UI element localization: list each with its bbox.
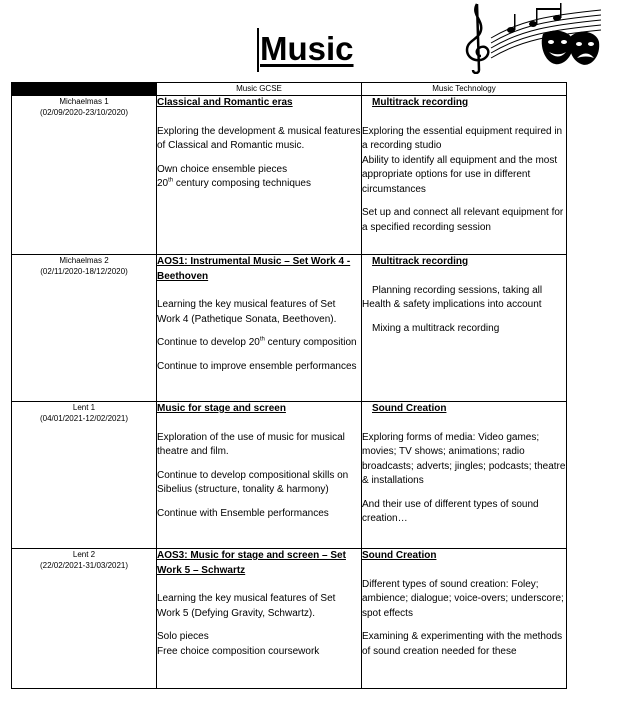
gcse-text: [157, 630, 361, 659]
tech-cell: [362, 402, 567, 549]
term-dates: (02/09/2020-23/10/2020): [39, 108, 129, 117]
gcse-text: Continue to improve ensemble performances: [157, 360, 357, 372]
music-theatre-masks-icon: [461, 0, 606, 74]
tech-text: Exploring forms of media: Video games; movies; TV shows; animations; radio broadcasts; adverts; jingles; podcasts; theatre & installations: [362, 431, 566, 486]
page-title: Music: [260, 30, 354, 67]
tech-text: Different types of sound creation: Foley; ambience; dialogue; voice-overs; underscore; spot effects: [362, 578, 564, 619]
table-corner-header: [12, 83, 157, 96]
table-row: [12, 96, 567, 255]
tech-cell: [362, 549, 567, 689]
gcse-cell: [157, 402, 362, 549]
gcse-text: Continue to develop compositional skills on Sibelius (structure, tonality & harmony): [157, 469, 349, 495]
gcse-text-line: century composing techniques: [173, 178, 311, 189]
gcse-text: Learning the key musical features of Set Work 4 (Pathetique Sonata, Beethoven).: [157, 299, 337, 325]
term-cell: [12, 402, 157, 549]
tech-text: And their use of different types of sound creation…: [362, 498, 539, 524]
gcse-text-line: Free choice composition coursework: [157, 645, 320, 657]
gcse-cell: [157, 96, 362, 255]
gcse-text: [157, 336, 361, 351]
curriculum-table: [11, 82, 567, 689]
gcse-text-line: century composition: [264, 337, 357, 348]
column-header-tech: Music Technology: [362, 83, 567, 96]
gcse-text-line: Own choice ensemble pieces: [157, 163, 288, 175]
gcse-heading: Music for stage and screen: [157, 403, 286, 414]
term-cell: [12, 96, 157, 255]
tech-text: Exploring the essential equipment required in a recording studio: [362, 125, 563, 151]
tech-cell: [362, 96, 567, 255]
tech-heading: Sound Creation: [372, 403, 447, 414]
gcse-text: [157, 163, 361, 192]
ordinal-suffix: th: [168, 177, 174, 184]
text-cursor-bar: [257, 28, 259, 72]
table-row: [12, 402, 567, 549]
term-cell: [12, 549, 157, 689]
gcse-text: Learning the key musical features of Set Work 5 (Defying Gravity, Schwartz).: [157, 593, 336, 619]
ordinal-suffix: th: [259, 336, 265, 343]
gcse-text: Continue with Ensemble performances: [157, 507, 329, 519]
tech-text: Examining & experimenting with the methods of sound creation needed for these: [362, 631, 563, 657]
tech-text: Planning recording sessions, taking all Health & safety implications into account: [362, 284, 543, 310]
term-name: Michaelmas 2: [59, 256, 109, 265]
column-header-gcse: Music GCSE: [157, 83, 362, 96]
gcse-text: Exploration of the use of music for musical theatre and film.: [157, 431, 345, 457]
tech-text: Set up and connect all relevant equipment for a specified recording session: [362, 207, 564, 233]
table-row: [12, 549, 567, 689]
table-row: [12, 255, 567, 402]
term-cell: [12, 255, 157, 402]
tech-text: Ability to identify all equipment and the most appropriate options for use in different circumstances: [362, 154, 558, 195]
tech-heading: Sound Creation: [362, 550, 437, 561]
gcse-heading: AOS3: Music for stage and screen – Set Work 5 – Schwartz: [157, 550, 346, 576]
gcse-heading: Classical and Romantic eras: [157, 97, 293, 108]
term-dates: (02/11/2020-18/12/2020): [40, 267, 128, 276]
gcse-text-line: Continue to develop 20: [157, 337, 260, 348]
tech-text: Mixing a multitrack recording: [372, 322, 500, 334]
term-name: Michaelmas 1: [59, 97, 109, 106]
gcse-text-line: Solo pieces: [157, 631, 209, 642]
tech-heading: Multitrack recording: [372, 256, 469, 267]
gcse-text-line: 20: [157, 178, 169, 189]
gcse-cell: [157, 255, 362, 402]
term-dates: (04/01/2021-12/02/2021): [39, 414, 129, 423]
tech-heading: Multitrack recording: [372, 97, 469, 108]
term-name: Lent 2: [72, 550, 96, 559]
gcse-cell: [157, 549, 362, 689]
term-name: Lent 1: [72, 403, 96, 412]
gcse-heading: AOS1: Instrumental Music – Set Work 4 - Beethoven: [157, 256, 351, 282]
gcse-text: Exploring the development & musical features of Classical and Romantic music.: [157, 125, 361, 151]
tech-cell: [362, 255, 567, 402]
term-dates: (22/02/2021-31/03/2021): [39, 561, 129, 570]
